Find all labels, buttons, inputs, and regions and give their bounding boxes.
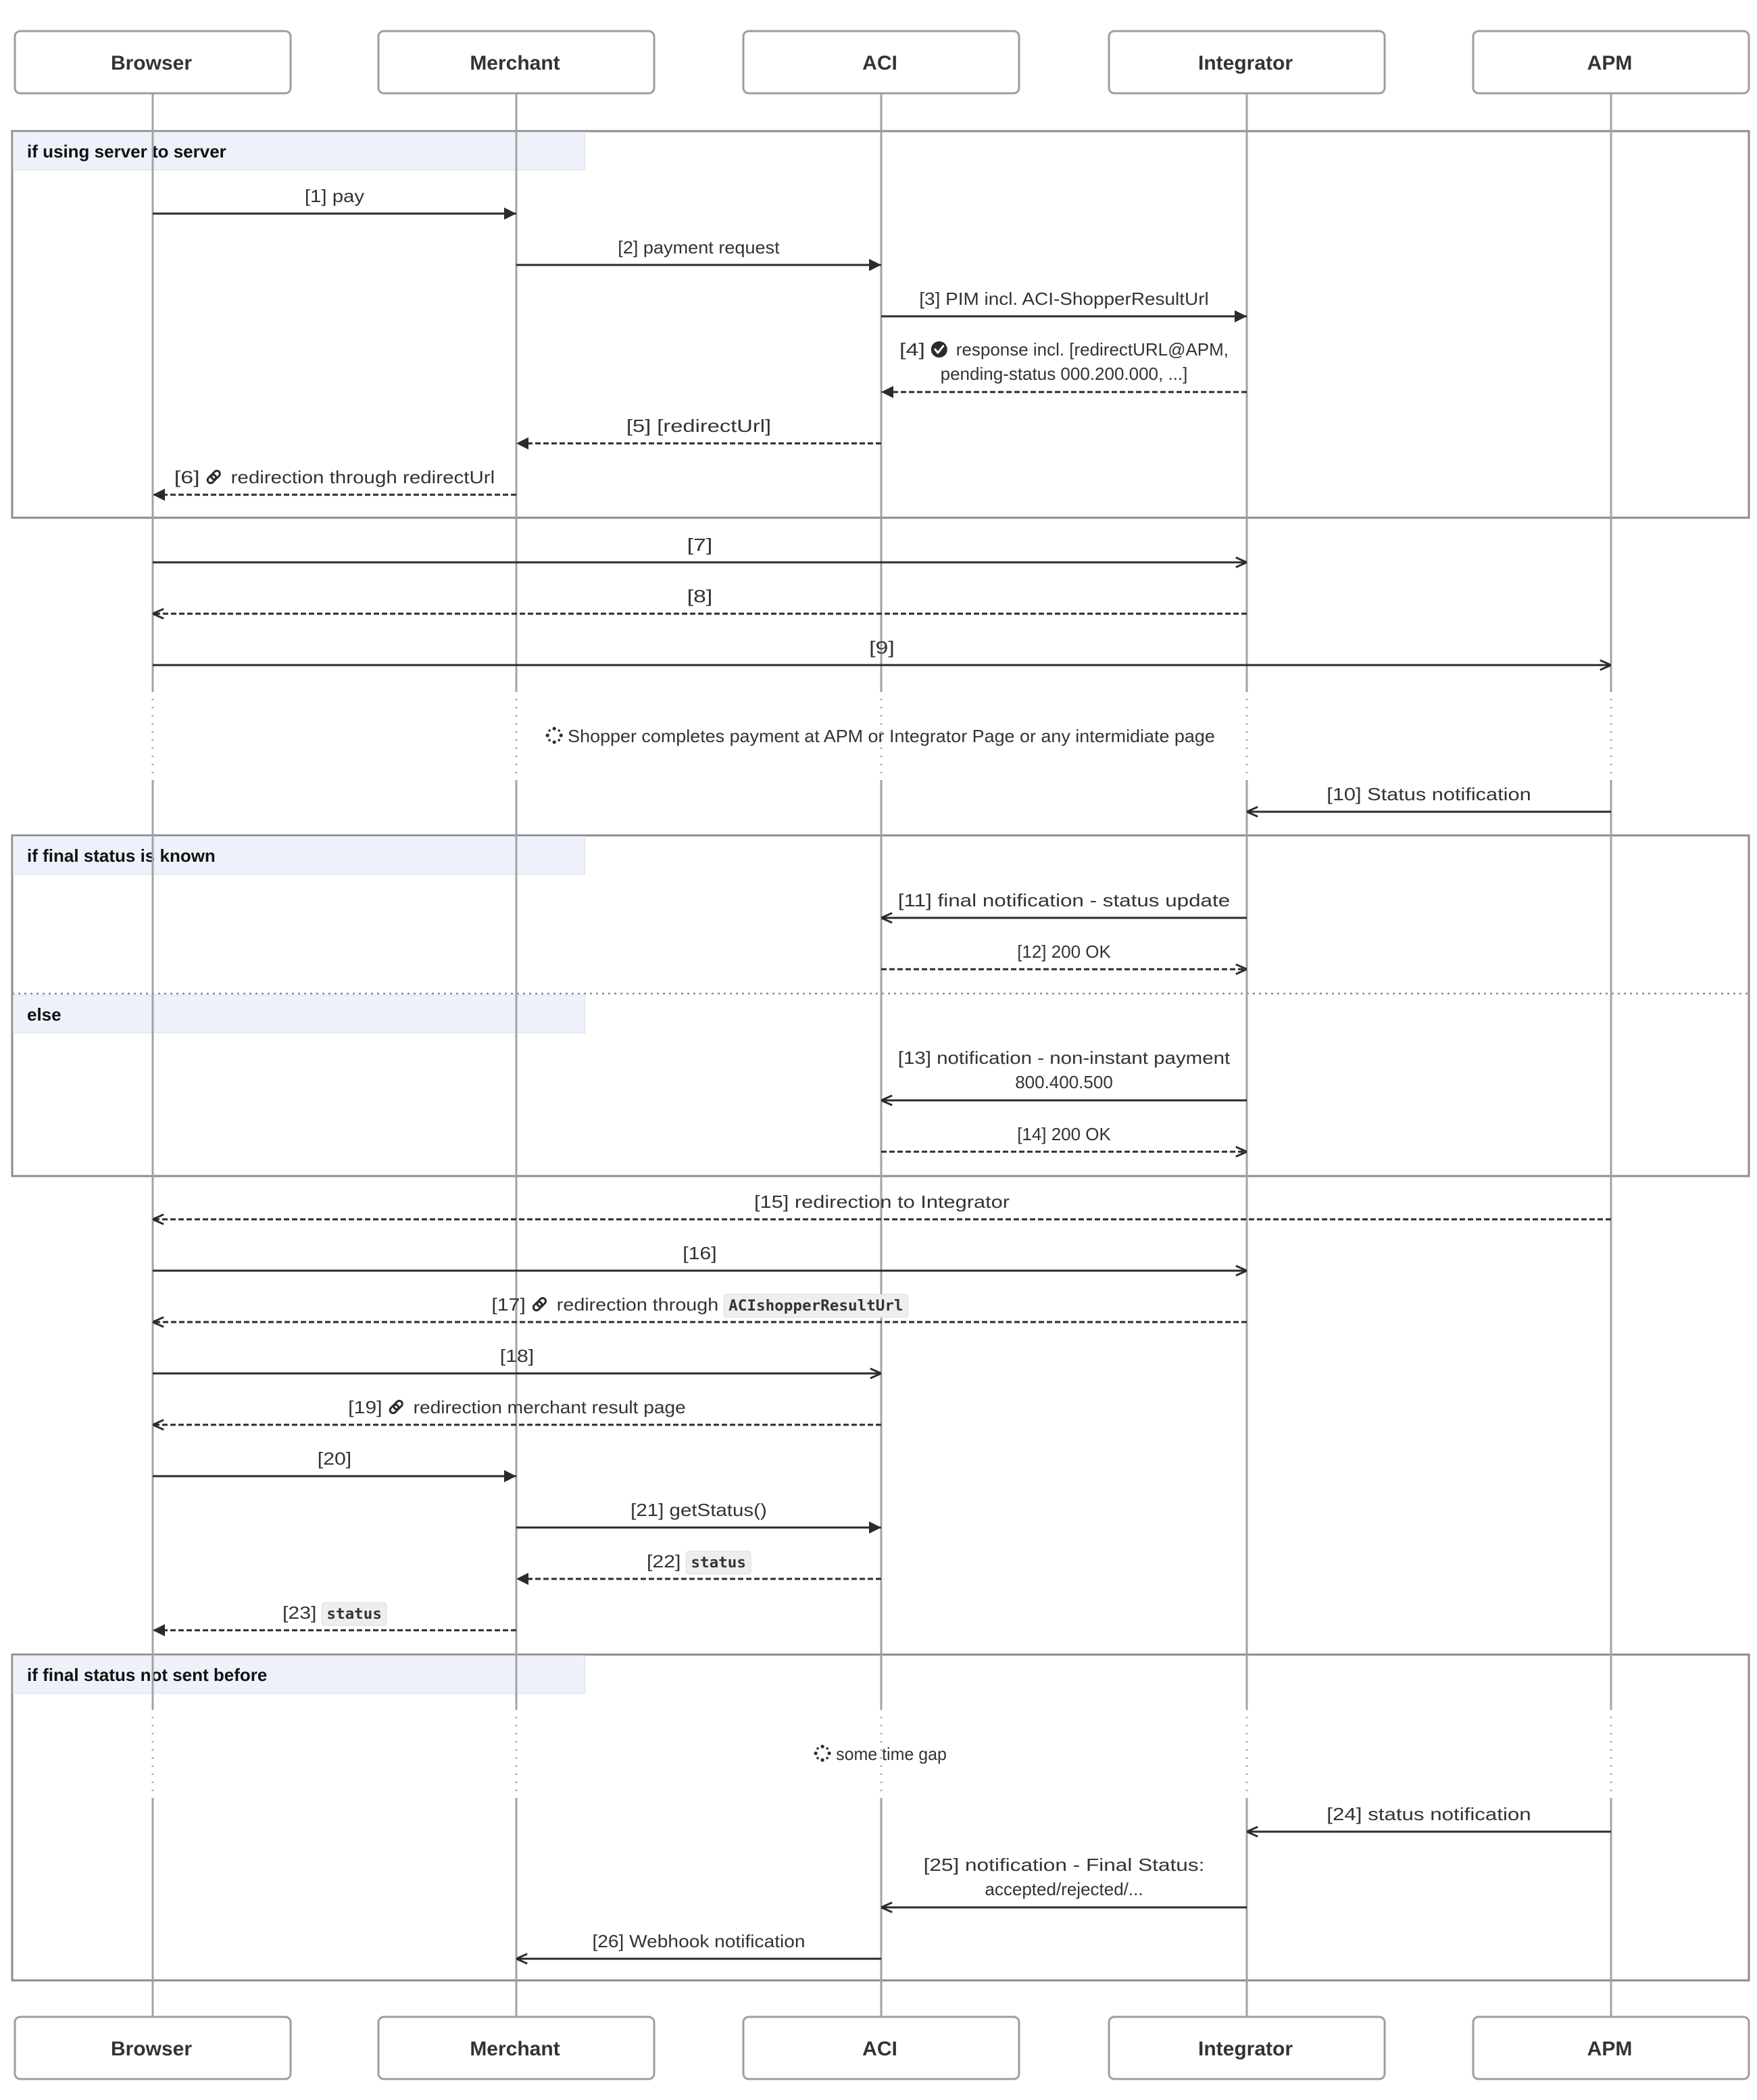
participant-label: Integrator [1197, 52, 1293, 74]
participant-label: ACI [862, 2038, 897, 2060]
msg-25 [881, 1855, 1247, 1907]
message-text: [9] [869, 637, 895, 658]
message-text: redirection through [556, 1294, 719, 1315]
msg-11 [881, 890, 1247, 918]
delay-text: Shopper completes payment at APM or Integrator Page or any intermidiate page [568, 726, 1215, 746]
link-icon [389, 1400, 403, 1415]
message-text: [16] [683, 1243, 717, 1263]
message-code: ACIshopperResultUrl [728, 1298, 904, 1315]
msg-3 [881, 289, 1247, 316]
participant-merchant-top [378, 31, 654, 93]
delay-text: some time gap [836, 1744, 947, 1764]
msg-6 [153, 467, 516, 495]
message-text: [14] 200 OK [1017, 1124, 1112, 1144]
message-text: [12] 200 OK [1017, 942, 1112, 962]
participant-integrator-top [1109, 31, 1385, 93]
message-text: [11] final notification - status update [897, 890, 1231, 910]
msg-17 [153, 1294, 1247, 1322]
message-text: [15] redirection to Integrator [754, 1192, 1010, 1212]
else-label-bg [14, 995, 585, 1033]
participant-apm-bottom [1473, 2017, 1749, 2079]
message-text: response incl. [redirectURL@APM, [956, 339, 1229, 360]
spinner-icon [814, 1744, 831, 1761]
participant-label: APM [1587, 52, 1633, 74]
message-text: [8] [687, 586, 713, 606]
message-prefix: [22] [647, 1551, 681, 1571]
msg-2 [516, 237, 881, 265]
message-text: [10] Status notification [1327, 784, 1531, 804]
delay-shopper-completes [546, 726, 1215, 746]
msg-12 [881, 942, 1247, 969]
msg-8 [153, 586, 1247, 614]
msg-14 [881, 1124, 1247, 1152]
check-circle-icon [931, 341, 947, 358]
participant-label: Merchant [470, 52, 560, 74]
participant-merchant-bottom [378, 2017, 654, 2079]
participant-browser-top [15, 31, 291, 93]
frame-label: if final status not sent before [27, 1665, 268, 1685]
message-text: [18] [499, 1346, 535, 1366]
participant-label: Integrator [1197, 2038, 1293, 2060]
message-text: [21] getStatus() [630, 1500, 767, 1520]
message-text: [5] [redirectUrl] [626, 416, 772, 436]
message-text-line2: 800.400.500 [1015, 1072, 1113, 1092]
message-code: status [326, 1606, 382, 1623]
message-text: redirection merchant result page [413, 1397, 686, 1417]
participant-aci-bottom [743, 2017, 1019, 2079]
participant-label: Browser [110, 2038, 193, 2060]
message-text: [3] PIM incl. ACI-ShopperResultUrl [919, 289, 1209, 309]
msg-10 [1247, 784, 1611, 812]
participant-label: APM [1587, 2038, 1633, 2060]
participant-label: ACI [862, 52, 897, 74]
message-prefix: [6] [174, 467, 200, 487]
else-label: else [27, 1004, 61, 1025]
msg-21 [516, 1500, 881, 1528]
msg-7 [153, 535, 1247, 562]
msg-20 [153, 1448, 516, 1476]
message-text: [26] Webhook notification [592, 1931, 806, 1951]
msg-1 [153, 186, 516, 214]
message-text: [1] pay [304, 186, 365, 206]
message-text: [7] [687, 535, 713, 555]
message-text: [24] status notification [1327, 1804, 1531, 1824]
message-text: [2] payment request [618, 237, 781, 258]
msg-13 [881, 1048, 1247, 1100]
frame-label: if using server to server [27, 141, 226, 162]
msg-23 [153, 1603, 516, 1630]
link-icon [532, 1297, 547, 1312]
msg-26 [516, 1931, 881, 1959]
message-text-line2: accepted/rejected/... [985, 1879, 1143, 1899]
message-prefix: [4] [899, 339, 925, 360]
message-text: redirection through redirectUrl [230, 467, 495, 487]
message-code: status [691, 1555, 746, 1571]
message-text-line2: pending-status 000.200.000, ...] [940, 364, 1188, 384]
participant-label: Browser [110, 52, 193, 74]
link-icon [206, 470, 221, 485]
participant-integrator-bottom [1109, 2017, 1385, 2079]
participant-label: Merchant [470, 2038, 560, 2060]
delay-time-gap [814, 1744, 947, 1764]
frame-label: if final status is known [27, 846, 216, 866]
msg-4 [881, 339, 1247, 392]
spinner-icon [546, 727, 563, 743]
msg-16 [153, 1243, 1247, 1271]
message-prefix: [17] [491, 1294, 526, 1315]
participant-apm-top [1473, 31, 1749, 93]
message-text: [20] [317, 1448, 352, 1469]
message-prefix: [23] [282, 1603, 317, 1623]
msg-22 [516, 1551, 881, 1579]
message-text: [25] notification - Final Status: [923, 1855, 1205, 1875]
message-prefix: [19] [348, 1397, 382, 1417]
participant-browser-bottom [15, 2017, 291, 2079]
msg-24 [1247, 1804, 1611, 1832]
message-text: [13] notification - non-instant payment [897, 1048, 1231, 1068]
participant-aci-top [743, 31, 1019, 93]
msg-5 [516, 416, 881, 443]
